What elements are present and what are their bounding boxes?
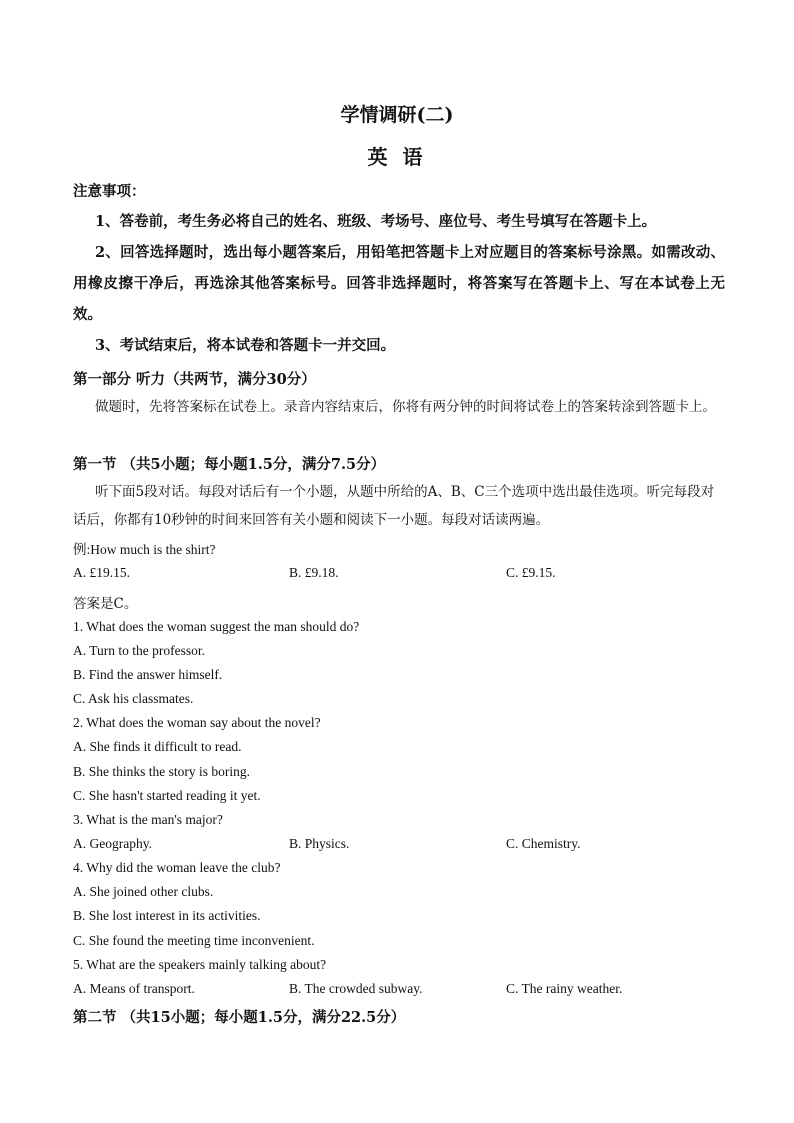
subject-title: 英 语	[367, 145, 427, 169]
part1-heading: 第一部分 听力（共两节，满分30分）	[73, 371, 316, 388]
example-question: 例:How much is the shirt?	[73, 542, 216, 557]
exam-title: 学情调研(二)	[340, 104, 454, 126]
example-option-c: C. £9.15.	[506, 565, 556, 580]
question-5-option-a: A. Means of transport.	[73, 981, 195, 996]
section2-heading: 第二节 （共15小题；每小题1.5分，满分22.5分）	[73, 1009, 406, 1026]
question-1-option-b: B. Find the answer himself.	[73, 667, 223, 682]
question-5-option-b: B. The crowded subway.	[289, 981, 423, 996]
question-5-stem: 5. What are the speakers mainly talking about?	[73, 957, 327, 972]
question-4-option-c: C. She found the meeting time inconvenient.	[73, 933, 315, 948]
question-3-option-b: B. Physics.	[289, 836, 350, 851]
question-2-stem: 2. What does the woman say about the novel?	[73, 715, 321, 730]
question-1-option-a: A. Turn to the professor.	[73, 643, 206, 658]
note-item-2: 2、回答选择题时，选出每小题答案后，用铅笔把答题卡上对应题目的答案标号涂黑。如需改动、用橡皮擦干净后，再选涂其他答案标号。回答非选择题时，将答案写在答题卡上、写在本试卷上无效。	[73, 244, 725, 323]
question-5-option-c: C. The rainy weather.	[506, 981, 623, 996]
section1-instruction: 听下面5段对话。每段对话后有一个小题，从题中所给的A、B、C三个选项中选出最佳选项。听完每段对话后，你都有10秒钟的时间来回答有关小题和阅读下一小题。每段对话读两遍。	[73, 484, 715, 528]
question-3-option-a: A. Geography.	[73, 836, 152, 851]
question-4-option-a: A. She joined other clubs.	[73, 884, 214, 899]
example-option-a: A. £19.15.	[73, 565, 130, 580]
question-1-stem: 1. What does the woman suggest the man should do?	[73, 619, 360, 634]
note-item-1: 1、答卷前，考生务必将自己的姓名、班级、考场号、座位号、考生号填写在答题卡上。	[95, 213, 657, 230]
section1-heading: 第一节 （共5小题；每小题1.5分，满分7.5分）	[73, 456, 386, 473]
question-3-option-c: C. Chemistry.	[506, 836, 581, 851]
question-2-option-c: C. She hasn't started reading it yet.	[73, 788, 261, 803]
example-option-b: B. £9.18.	[289, 565, 339, 580]
note-item-3: 3、考试结束后，将本试卷和答题卡一并交回。	[95, 337, 396, 354]
notes-heading: 注意事项：	[73, 183, 146, 200]
part1-instruction: 做题时，先将答案标在试卷上。录音内容结束后，你将有两分钟的时间将试卷上的答案转涂到答题卡上。	[95, 399, 716, 415]
question-4-stem: 4. Why did the woman leave the club?	[73, 860, 281, 875]
question-2-option-b: B. She thinks the story is boring.	[73, 764, 251, 779]
question-3-stem: 3. What is the man's major?	[73, 812, 223, 827]
question-2-option-a: A. She finds it difficult to read.	[73, 739, 242, 754]
question-1-option-c: C. Ask his classmates.	[73, 691, 194, 706]
example-answer: 答案是C。	[73, 596, 138, 612]
question-4-option-b: B. She lost interest in its activities.	[73, 908, 261, 923]
